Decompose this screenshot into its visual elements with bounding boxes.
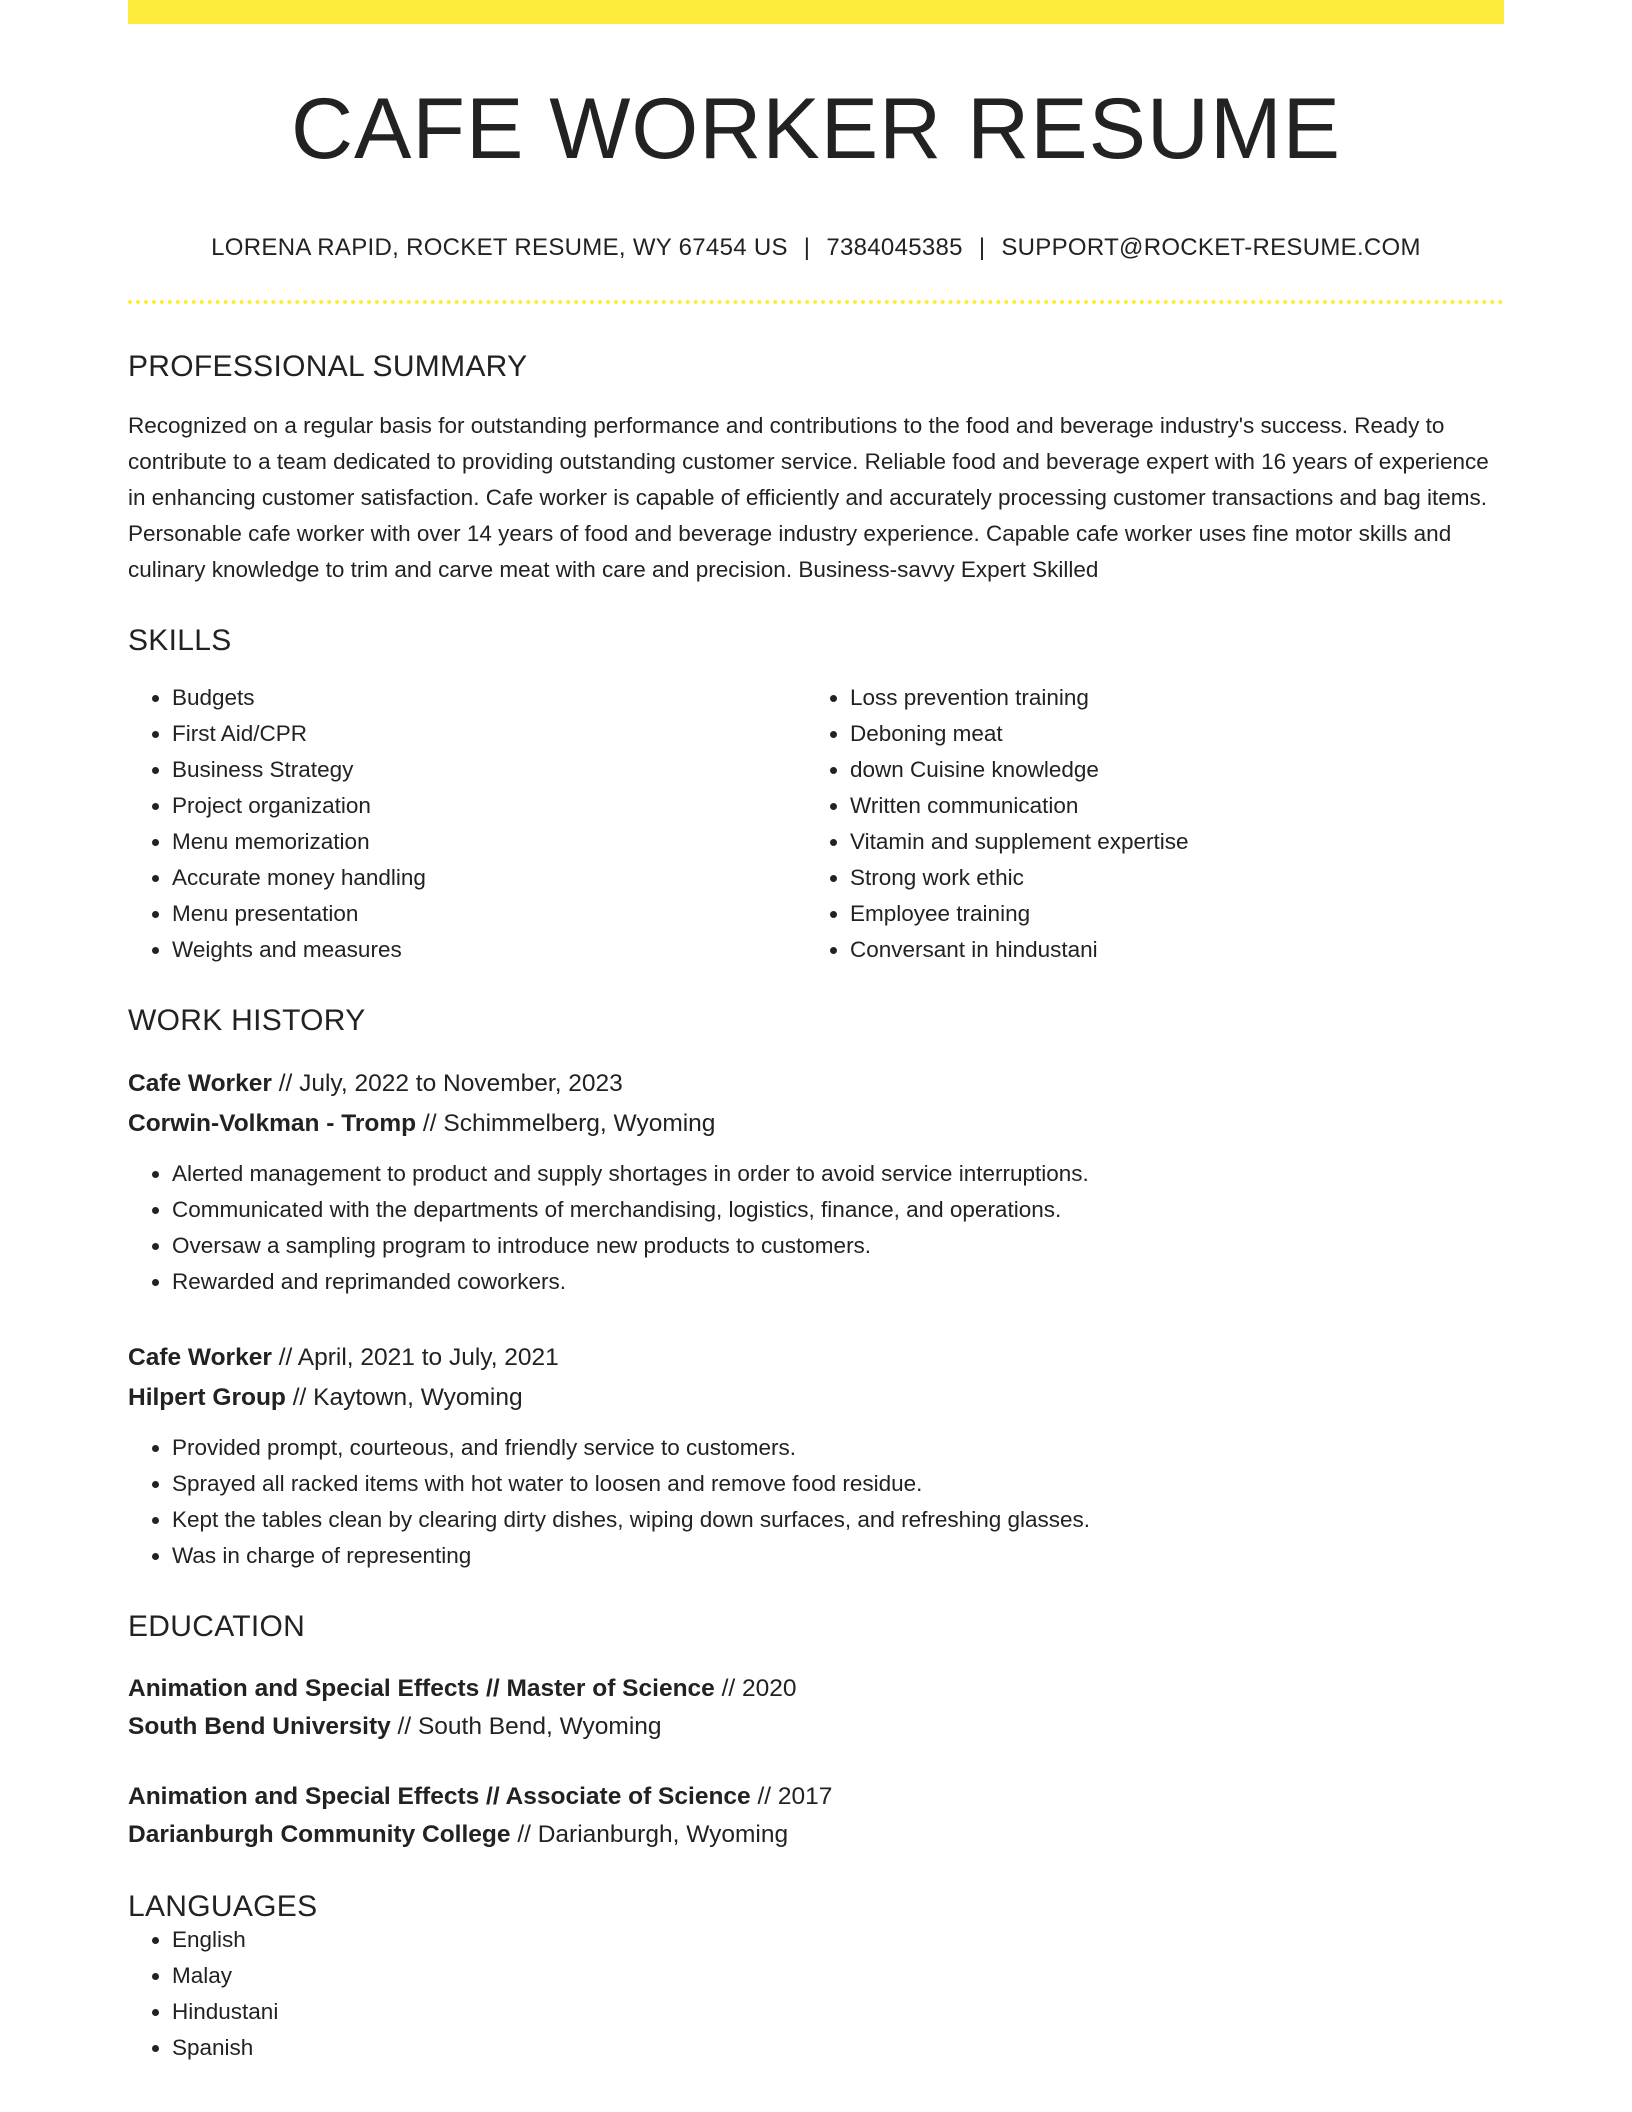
- job-entry: [128, 1064, 1504, 1300]
- education-degree-line: [128, 1778, 1504, 1816]
- resume-page: [128, 0, 1504, 2066]
- education-year: // 2020: [714, 1675, 797, 1702]
- skill-item: • Deboning meat: [850, 716, 1484, 752]
- skill-item: • Accurate money handling: [172, 860, 806, 896]
- skill-item: • Written communication: [850, 788, 1484, 824]
- job-dates: // July, 2022 to November, 2023: [271, 1070, 623, 1097]
- skills-column-right: [806, 680, 1484, 968]
- languages-heading: LANGUAGES: [128, 1890, 318, 1923]
- skill-item: • Project organization: [172, 788, 806, 824]
- skill-item: • Employee training: [850, 896, 1484, 932]
- skill-item: • Weights and measures: [172, 932, 806, 968]
- skills-list-left: [172, 680, 806, 968]
- job-company-line: [128, 1104, 1504, 1144]
- contact-address: LORENA RAPID, ROCKET RESUME, WY 67454 US: [211, 234, 788, 261]
- job-duty: • Communicated with the departments of merchandising, logistics, finance, and operations.: [172, 1192, 1504, 1228]
- skill-item: • Budgets: [172, 680, 806, 716]
- skill-item: • Menu presentation: [172, 896, 806, 932]
- language-item: • Hindustani: [172, 1994, 1504, 2030]
- top-accent-bar: [128, 0, 1504, 24]
- skill-item: • First Aid/CPR: [172, 716, 806, 752]
- education-degree: Animation and Special Effects // Master of Science: [128, 1675, 715, 1702]
- job-dates: // April, 2021 to July, 2021: [271, 1344, 559, 1371]
- job-position: Cafe Worker: [128, 1344, 272, 1371]
- job-company-line: [128, 1378, 1504, 1418]
- contact-email: SUPPORT@ROCKET-RESUME.COM: [1001, 234, 1421, 261]
- skill-item: • Conversant in hindustani: [850, 932, 1484, 968]
- skills-grid: [128, 680, 1504, 968]
- contact-info: [128, 236, 1504, 260]
- education-location: // Darianburgh, Wyoming: [510, 1821, 789, 1848]
- contact-separator: |: [978, 234, 986, 261]
- education-location: // South Bend, Wyoming: [390, 1713, 662, 1740]
- contact-phone: 7384045385: [826, 234, 963, 261]
- education-entry: [128, 1670, 1504, 1746]
- education-degree: Animation and Special Effects // Associate of Science: [128, 1783, 751, 1810]
- job-duties: [128, 1156, 1504, 1300]
- job-duty: • Oversaw a sampling program to introduce new products to customers.: [172, 1228, 1504, 1264]
- skills-column-left: [128, 680, 806, 968]
- skills-heading: SKILLS: [128, 624, 232, 657]
- education-entry: [128, 1778, 1504, 1854]
- skill-item: • Business Strategy: [172, 752, 806, 788]
- header-divider: [128, 300, 1504, 304]
- job-location: // Kaytown, Wyoming: [285, 1384, 523, 1411]
- job-company: Hilpert Group: [128, 1384, 286, 1411]
- education-heading: EDUCATION: [128, 1610, 306, 1643]
- skill-item: • Menu memorization: [172, 824, 806, 860]
- education-school-line: [128, 1816, 1504, 1854]
- language-item: • English: [172, 1922, 1504, 1958]
- job-title-line: [128, 1338, 1504, 1378]
- job-duty: • Alerted management to product and supply shortages in order to avoid service interruptions.: [172, 1156, 1504, 1192]
- job-title-line: [128, 1064, 1504, 1104]
- contact-separator: |: [803, 234, 811, 261]
- resume-title: CAFE WORKER RESUME: [290, 81, 1342, 177]
- education-degree-line: [128, 1670, 1504, 1708]
- skill-item: • Strong work ethic: [850, 860, 1484, 896]
- skill-item: • down Cuisine knowledge: [850, 752, 1484, 788]
- job-company: Corwin-Volkman - Tromp: [128, 1110, 417, 1137]
- education-school-line: [128, 1708, 1504, 1746]
- job-duty: • Rewarded and reprimanded coworkers.: [172, 1264, 1504, 1300]
- education-school: South Bend University: [128, 1713, 391, 1740]
- job-duties: [128, 1430, 1504, 1574]
- job-duty: • Sprayed all racked items with hot water to loosen and remove food residue.: [172, 1466, 1504, 1502]
- summary-heading: PROFESSIONAL SUMMARY: [128, 350, 528, 383]
- job-duty: • Was in charge of representing: [172, 1538, 1504, 1574]
- education-school: Darianburgh Community College: [128, 1821, 511, 1848]
- job-location: // Schimmelberg, Wyoming: [416, 1110, 716, 1137]
- job-position: Cafe Worker: [128, 1070, 272, 1097]
- skill-item: • Vitamin and supplement expertise: [850, 824, 1484, 860]
- work-history-heading: WORK HISTORY: [128, 1004, 366, 1037]
- summary-text: Recognized on a regular basis for outstanding performance and contributions to the food and beverage industry's success. Ready to contribute to a team dedicated to providing outstanding customer service. Reliable food and beverage expert with 16 years of experience in enhancing customer satisfaction. Cafe worker is capable of efficiently and accurately processing customer transactions and bag items. Personable cafe worker with over 14 years of food and beverage industry experience. Capable cafe worker uses fine motor skills and culinary knowledge to trim and carve meat with care and precision. Business-savvy Expert Skilled: [128, 413, 1489, 582]
- job-duty: • Provided prompt, courteous, and friendly service to customers.: [172, 1430, 1504, 1466]
- skills-list-right: [850, 680, 1484, 968]
- skill-item: • Loss prevention training: [850, 680, 1484, 716]
- languages-list: [128, 1922, 1504, 2066]
- language-item: • Spanish: [172, 2030, 1504, 2066]
- language-item: • Malay: [172, 1958, 1504, 1994]
- job-duty: • Kept the tables clean by clearing dirty dishes, wiping down surfaces, and refreshing glasses.: [172, 1502, 1504, 1538]
- education-year: // 2017: [750, 1783, 833, 1810]
- job-entry: [128, 1338, 1504, 1574]
